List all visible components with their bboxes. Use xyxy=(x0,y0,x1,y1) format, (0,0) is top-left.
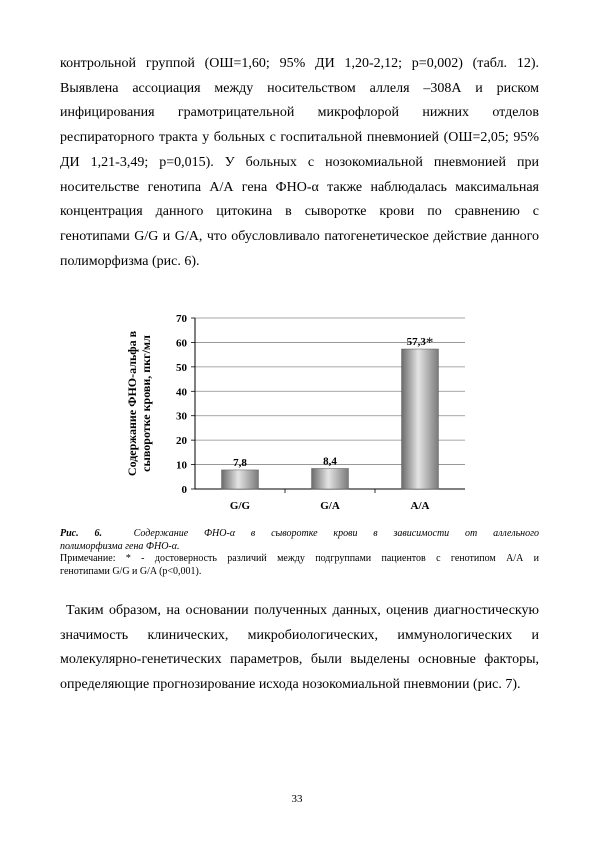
y-axis-label-line: сыворотке крови, пкг/мл xyxy=(139,335,153,472)
chart-bars xyxy=(222,349,439,489)
text-line: молекулярно-генетических параметров, были выделены основные факторы, xyxy=(60,652,539,668)
data-label: 8,4 xyxy=(323,455,337,468)
y-tick-label: 70 xyxy=(176,313,187,325)
y-axis-label-line: Содержание ФНО-альфа в xyxy=(125,330,139,477)
data-label: 7,8 xyxy=(233,456,247,469)
text-line: носительстве генотипа А/А гена ФНО-α также наблюдалась максимальная xyxy=(60,179,539,195)
note-line: генотипами G/G и G/A (p<0,001). xyxy=(60,565,202,577)
figure-number: Рис. 6. xyxy=(60,528,102,539)
text-line: контрольной группой (ОШ=1,60; 95% ДИ 1,20-2,12; p=0,002) (табл. 12). xyxy=(60,56,539,71)
text-line: ДИ 1,21-3,49; p=0,015). У больных с нозокомиальной пневмонией при xyxy=(60,154,539,170)
figure-note xyxy=(60,553,539,578)
body-paragraph-1 xyxy=(60,52,539,274)
y-tick-label: 40 xyxy=(176,386,187,399)
y-tick-label: 50 xyxy=(176,361,187,374)
text-line: Таким образом, на основании полученных данных, оценив диагностическую xyxy=(66,603,539,618)
bar-chart xyxy=(117,306,477,516)
caption-line: полиморфизма гена ФНО-α. xyxy=(60,540,180,552)
x-tick-label: G/G xyxy=(229,500,251,512)
figure-caption xyxy=(60,528,539,553)
y-axis-label-group xyxy=(125,330,153,476)
x-tick-labels xyxy=(230,500,430,512)
text-line: полиморфизма (рис. 6). xyxy=(60,253,200,269)
text-line: значимость клинических, микробиологических, иммунологических и xyxy=(60,627,539,643)
x-tick-label: G/A xyxy=(320,500,340,512)
text-line: определяющие прогнозирование исхода нозокомиальной пневмонии (рис. 7). xyxy=(60,677,521,693)
x-tick-label: A/A xyxy=(410,500,430,512)
text-line: респираторного тракта у больных с госпитальной пневмонией (ОШ=2,05; 95% xyxy=(60,130,539,146)
body-paragraph-2 xyxy=(60,599,539,698)
y-tick-label: 30 xyxy=(176,410,187,423)
text-line: концентрация данного цитокина в сыворотке крови по сравнению с xyxy=(60,204,539,220)
y-tick-label: 0 xyxy=(181,484,187,496)
significance-mark: * xyxy=(425,335,434,352)
caption-text: Содержание ФНО-α в сыворотке крови в зависимости от аллельного xyxy=(133,528,540,539)
page-number: 33 xyxy=(291,793,303,805)
data-label: 57,3* xyxy=(406,335,434,352)
note-line: Примечание: * - достоверность различий между подгруппами пациентов с генотипом А/А и xyxy=(60,553,539,564)
y-tick-label: 60 xyxy=(176,337,187,350)
text-line: генотипами G/G и G/A, что обусловливало патогенетическое действие данного xyxy=(60,228,539,244)
caption-line xyxy=(60,528,539,541)
y-tick-label: 20 xyxy=(176,435,187,448)
y-tick-labels xyxy=(176,313,188,496)
text-line: инфицирования грамотрицательной микрофлорой нижних отделов xyxy=(60,105,539,121)
bar xyxy=(312,468,349,489)
bar xyxy=(402,349,439,489)
y-axis-label xyxy=(125,330,153,476)
bar xyxy=(222,470,259,489)
text-line: Выявлена ассоциация между носительством аллеля –308А и риском xyxy=(60,80,539,96)
y-tick-label: 10 xyxy=(176,459,187,472)
